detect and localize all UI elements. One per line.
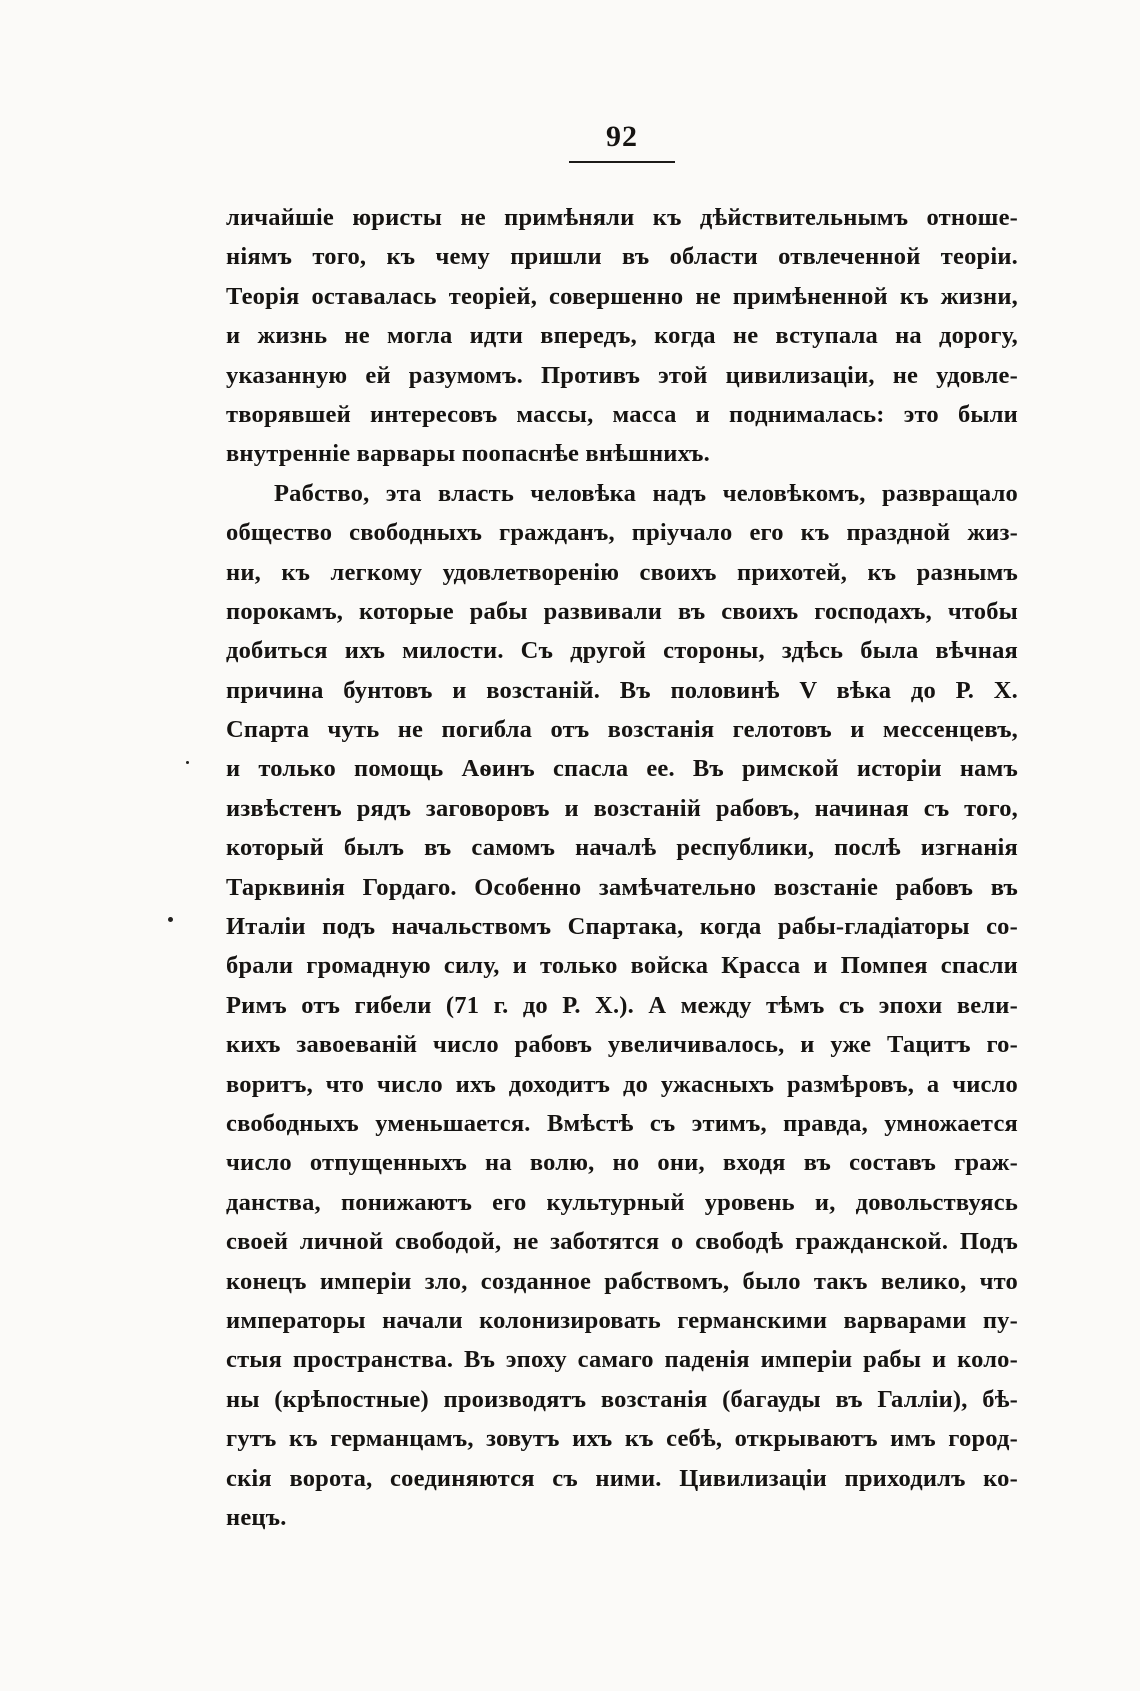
text-line: воритъ, что число ихъ доходитъ до ужасныхъ размѣровъ, а число xyxy=(226,1070,1018,1098)
text-line: внутренніе варвары поопаснѣе внѣшнихъ. xyxy=(226,440,710,468)
text-line: конецъ имперіи зло, созданное рабствомъ, было такъ велико, что xyxy=(226,1267,1018,1295)
text-line: и жизнь не могла идти впередъ, когда не вступала на дорогу, xyxy=(226,322,1018,350)
text-line: Италіи подъ начальствомъ Спартака, когда рабы-гладіаторы со- xyxy=(226,913,1018,941)
text-line: число отпущенныхъ на волю, но они, входя въ составъ граж- xyxy=(226,1149,1018,1177)
text-line: и только помощь Аѳинъ спасла ее. Въ римской исторіи намъ xyxy=(226,755,1018,783)
text-line: Римъ отъ гибели (71 г. до Р. Х.). А между тѣмъ съ эпохи вели- xyxy=(226,991,1018,1019)
text-line: добиться ихъ милости. Съ другой стороны, здѣсь была вѣчная xyxy=(226,637,1018,665)
text-line: порокамъ, которые рабы развивали въ своихъ господахъ, чтобы xyxy=(226,597,1018,625)
text-line: извѣстенъ рядъ заговоровъ и возстаній рабовъ, начиная съ того, xyxy=(226,794,1018,822)
text-line: общество свободныхъ гражданъ, пріучало его къ праздной жиз- xyxy=(226,519,1018,547)
text-line: своей личной свободой, не заботятся о свободѣ гражданской. Подъ xyxy=(226,1228,1018,1256)
text-line: указанную ей разумомъ. Противъ этой цивилизаціи, не удовле- xyxy=(226,361,1018,389)
text-line: скія ворота, соединяются съ ними. Цивилизаціи приходилъ ко- xyxy=(226,1464,1018,1492)
page-number: 92 xyxy=(606,120,638,153)
text-line: Спарта чуть не погибла отъ возстанія гелотовъ и мессенцевъ, xyxy=(226,716,1018,744)
header-rule xyxy=(569,161,675,163)
text-line: гутъ къ германцамъ, зовутъ ихъ къ себѣ, открываютъ имъ город- xyxy=(226,1425,1018,1453)
text-line: причина бунтовъ и возстаній. Въ половинѣ V вѣка до Р. Х. xyxy=(226,676,1018,704)
text-line: который былъ въ самомъ началѣ республики, послѣ изгнанія xyxy=(226,834,1018,862)
text-line: брали громадную силу, и только войска Красса и Помпея спасли xyxy=(226,952,1018,980)
text-line: данства, понижаютъ его культурный уровень и, довольствуясь xyxy=(226,1188,1018,1216)
text-line: кихъ завоеваній число рабовъ увеличивалось, и уже Тацитъ го- xyxy=(226,1031,1018,1059)
scan-speck xyxy=(168,917,173,922)
text-line: Рабство, эта власть человѣка надъ человѣкомъ, развращало xyxy=(274,479,1018,507)
text-line: ни, къ легкому удовлетворенію своихъ прихотей, къ разнымъ xyxy=(226,558,1018,586)
text-line: стыя пространства. Въ эпоху самаго паденія имперіи рабы и коло- xyxy=(226,1346,1018,1374)
scan-speck xyxy=(186,761,189,764)
text-line: императоры начали колонизировать германскими варварами пу- xyxy=(226,1306,1018,1334)
text-line: Теорія оставалась теоріей, совершенно не примѣненной къ жизни, xyxy=(226,282,1018,310)
page-header xyxy=(226,120,1018,163)
text-line: нецъ. xyxy=(226,1503,287,1531)
text-line: творявшей интересовъ массы, масса и поднималась: это были xyxy=(226,400,1018,428)
text-block xyxy=(226,198,1018,1537)
text-line: ніямъ того, къ чему пришли въ области отвлеченной теоріи. xyxy=(226,243,1018,271)
text-line: свободныхъ уменьшается. Вмѣстѣ съ этимъ, правда, умножается xyxy=(226,1109,1018,1137)
text-line: ны (крѣпостные) производятъ возстанія (багауды въ Галліи), бѣ- xyxy=(226,1385,1018,1413)
text-line: личайшіе юристы не примѣняли къ дѣйствительнымъ отноше- xyxy=(226,204,1018,231)
text-line: Тарквинія Гордаго. Особенно замѣчательно возстаніе рабовъ въ xyxy=(226,873,1018,901)
